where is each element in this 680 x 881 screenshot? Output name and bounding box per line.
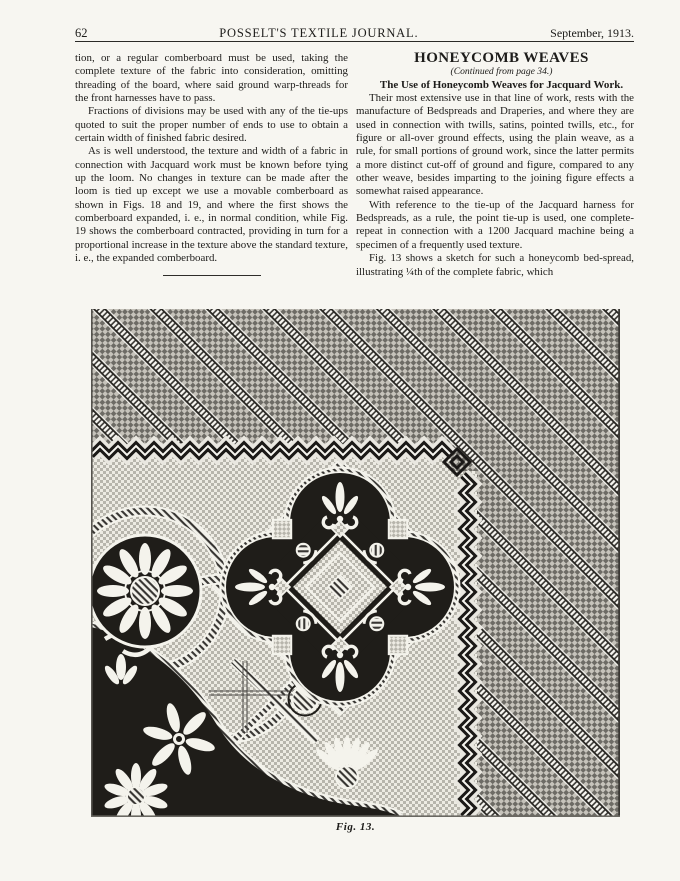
paragraph: Their most extensive use in that line of work, rests with the manufacture of Bedspreads and Draperies, and where they are used in connection with twills, satins, pointed twills, etc., for figure or all-over ground effects, using the plain weave, as a rule, for small portions of ground work, since the latter permits a more distinct cut-off of ground and figure, compared to any other weave, besides imparting to the joining figure effects a somewhat raised appearance.	[356, 92, 634, 198]
article-subheading: The Use of Honeycomb Weaves for Jacquard Work.	[379, 78, 624, 91]
paragraph: tion, or a regular comberboard must be used, taking the complete texture of the fabric into consideration, omitting threading of the board, where said ground warp-threads for the front harnesses have to pass.	[75, 52, 348, 105]
continued-note: (Continued from page 34.)	[450, 66, 553, 78]
right-column	[356, 52, 634, 279]
figure-bottom-edge	[91, 815, 620, 817]
figure-13	[91, 309, 620, 817]
header-rule	[75, 41, 634, 42]
sunflower-motif	[91, 535, 201, 647]
journal-title: POSSELT'S TEXTILE JOURNAL.	[219, 26, 419, 40]
figure-left-edge	[91, 309, 93, 817]
figure-right-edge	[618, 309, 620, 817]
section-end-rule	[163, 275, 261, 276]
bedspread-sketch-image	[91, 309, 620, 817]
paragraph: Fig. 13 shows a sketch for such a honeycomb bed-spread, illustrating ¼th of the complete fabric, which	[356, 252, 634, 278]
paragraph: With reference to the tie-up of the Jacquard harness for Bedspreads, as a rule, the point tie-up is used, one complete-repeat in connection with a 1200 Jacquard machine being a specimen of a frequently used texture.	[356, 198, 634, 251]
page-header	[75, 26, 634, 41]
left-column	[75, 52, 348, 276]
article-heading: HONEYCOMB WEAVES	[414, 50, 589, 66]
paragraph: Fractions of divisions may be used with any of the tie-ups quoted to suit the proper number of ends to use to obtain a certain width of finished fabric desired.	[75, 105, 348, 145]
figure-caption: Fig. 13.	[335, 821, 376, 833]
paragraph: As is well understood, the texture and width of a fabric in connection with Jacquard work must be known before tying up the loom. No changes in texture can be made after the loom is tied up except we use a movable comberboard as shown in Figs. 18 and 19, and where the first shows the comberboard expanded, i. e., in normal condition, while Fig. 19 shows the comberboard contracted, providing in turn for a proportional increase in the texture above the standard texture, i. e., the expanded comberboard.	[75, 145, 348, 265]
page-number: 62	[75, 26, 88, 40]
issue-date: September, 1913.	[550, 26, 634, 40]
